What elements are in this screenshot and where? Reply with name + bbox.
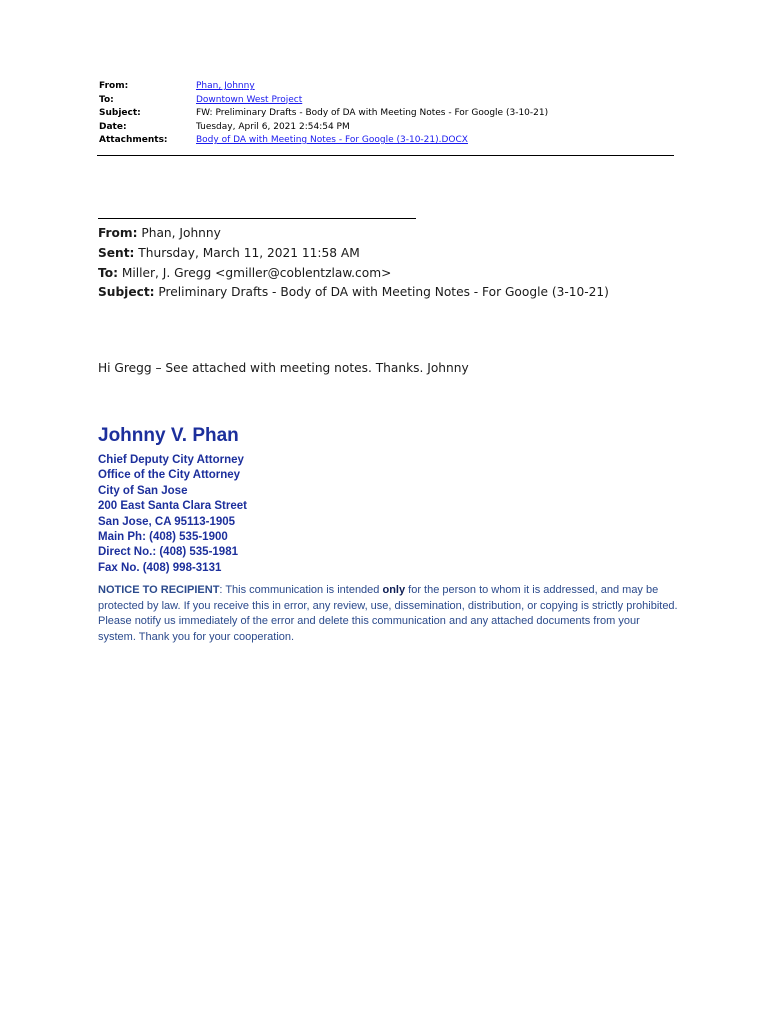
header-row-attachments bbox=[99, 134, 675, 148]
header-date-value: Tuesday, April 6, 2021 2:54:54 PM bbox=[196, 121, 350, 132]
forwarded-separator bbox=[98, 218, 416, 219]
signature-fax: Fax No. (408) 998-3131 bbox=[98, 561, 222, 574]
header-label-date: Date: bbox=[99, 121, 127, 132]
header-label-from: From: bbox=[99, 81, 129, 91]
confidentiality-notice bbox=[98, 583, 678, 645]
forwarded-to-label: To: bbox=[98, 265, 118, 280]
notice-label: NOTICE TO RECIPIENT bbox=[98, 584, 220, 596]
header-subject-value: FW: Preliminary Drafts - Body of DA with Meeting Notes - For Google (3-10-21) bbox=[196, 108, 549, 118]
forwarded-subject-value: Preliminary Drafts - Body of DA with Meeting Notes - For Google (3-10-21) bbox=[158, 285, 609, 300]
forwarded-sent-row bbox=[98, 244, 609, 264]
header-label-to: To: bbox=[99, 94, 114, 105]
signature-city: City of San Jose bbox=[98, 484, 188, 497]
header-row-date bbox=[99, 121, 675, 135]
header-label-subject: Subject: bbox=[99, 108, 141, 118]
signature-street: 200 East Santa Clara Street bbox=[98, 500, 247, 513]
header-to-link[interactable]: Downtown West Project bbox=[196, 94, 303, 105]
forwarded-to-value: Miller, J. Gregg <gmiller@coblentzlaw.com> bbox=[121, 265, 392, 280]
attachment-link[interactable]: Body of DA with Meeting Notes - For Google (3-10-21).DOCX bbox=[196, 135, 468, 145]
signature-city-zip: San Jose, CA 95113-1905 bbox=[98, 515, 236, 528]
forwarded-subject-label: Subject: bbox=[98, 285, 155, 300]
header-divider bbox=[97, 155, 674, 156]
forwarded-to-row bbox=[98, 264, 609, 284]
signature-office: Office of the City Attorney bbox=[98, 469, 241, 482]
forwarded-sent-value: Thursday, March 11, 2021 11:58 AM bbox=[138, 245, 360, 260]
signature-direct-phone: Direct No.: (408) 535-1981 bbox=[98, 546, 238, 559]
signature-main-phone: Main Ph: (408) 535-1900 bbox=[98, 531, 228, 544]
signature-block bbox=[98, 453, 247, 576]
notice-text-before: : This communication is intended bbox=[219, 584, 383, 596]
forwarded-from-row bbox=[98, 224, 609, 244]
notice-text-after: for the person to whom it is addressed, and may be protected by law. If you receive this in error, any review, use, dissemination, distribution, or copying is strictly prohibited. Please notify us immediately of the error and delete this communication and any attached documents from your system. Thank you for your cooperation. bbox=[98, 584, 678, 643]
message-body: Hi Gregg – See attached with meeting notes. Thanks. Johnny bbox=[98, 361, 469, 375]
forwarded-from-label: From: bbox=[98, 226, 138, 240]
forwarded-from-value: Phan, Johnny bbox=[141, 226, 221, 240]
header-row-subject bbox=[99, 107, 675, 121]
header-label-attachments: Attachments: bbox=[99, 135, 168, 145]
header-row-to bbox=[99, 94, 675, 108]
forwarded-header bbox=[98, 224, 609, 303]
header-from-link[interactable]: Phan, Johnny bbox=[196, 81, 255, 91]
signature-title: Chief Deputy City Attorney bbox=[98, 454, 244, 466]
notice-emphasis: only bbox=[382, 584, 406, 596]
signature-name: Johnny V. Phan bbox=[98, 425, 239, 446]
email-header-table bbox=[99, 80, 675, 148]
forwarded-sent-label: Sent: bbox=[98, 245, 135, 260]
header-row-from bbox=[99, 80, 675, 94]
forwarded-subject-row bbox=[98, 283, 609, 303]
